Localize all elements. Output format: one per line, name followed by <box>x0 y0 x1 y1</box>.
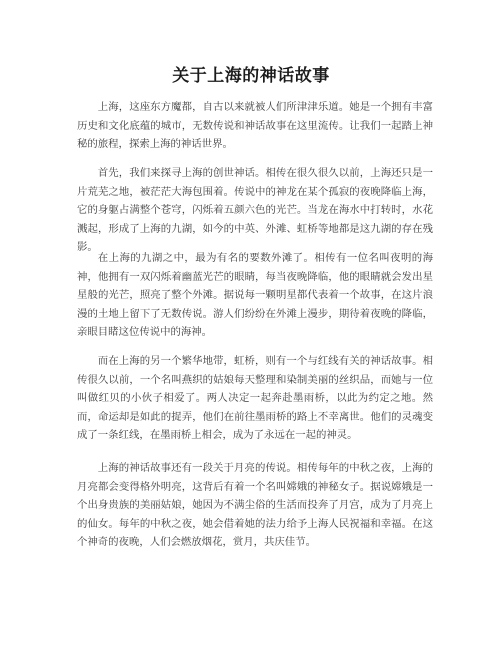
paragraph-creation-myth: 首先，我们来探寻上海的创世神话。相传在很久很久以前，上海还只是一片荒芜之地，被茫茫大海包围着。传说中的神龙在某个孤寂的夜晚降临上海，它的身躯占满整个苍穹，闪烁着五颜六色的光芒。当龙在海水中打转时，水花溅起，形成了上海的九湖，如今的中英、外滩、虹桥等地都是这九湖的存在残影。 <box>77 167 433 254</box>
document-title: 关于上海的神话故事 <box>172 66 330 86</box>
paragraph-intro: 上海，这座东方魔都，自古以来就被人们所津津乐道。她是一个拥有丰富历史和文化底蕴的城市，无数传说和神话故事在这里流传。让我们一起踏上神秘的旅程，探索上海的神话世界。 <box>77 101 433 151</box>
paragraph-bund-legend: 在上海的九湖之中，最为有名的要数外滩了。相传有一位名叫夜明的海神，他拥有一双闪烁着幽蓝光芒的眼睛，每当夜晚降临，他的眼睛就会发出星星般的光芒，照亮了整个外滩。据说每一颗明星都代表着一个故事，在这片浪漫的土地上留下了无数传说。游人们纷纷在外滩上漫步，期待着夜晚的降临，亲眼目睹这位传说中的海神。 <box>77 252 433 339</box>
paragraph-moon-legend: 上海的神话故事还有一段关于月亮的传说。相传每年的中秋之夜，上海的月亮都会变得格外明亮，这背后有着一个名叫嫦娥的神秘女子。据说嫦娥是一个出身贵族的美丽姑娘，她因为不满尘俗的生活而投奔了月宫，成为了月亮上的仙女。每年的中秋之夜，她会借着她的法力给予上海人民祝福和幸福。在这个神奇的夜晚，人们会燃放烟花，赏月，共庆佳节。 <box>77 462 433 549</box>
paragraph-hongqiao-legend: 而在上海的另一个繁华地带，虹桥，则有一个与红线有关的神话故事。相传很久以前，一个名叫燕织的姑娘每天整理和染制美丽的丝织品，而她与一位叫做红贝的小伙子相爱了。两人决定一起奔赴墨雨桥，以此为约定之地。然而，命运却是如此的捉弄，他们在前往墨雨桥的路上不幸离世。他们的灵魂变成了一条红线，在墨雨桥上相会，成为了永远在一起的神灵。 <box>77 355 433 442</box>
